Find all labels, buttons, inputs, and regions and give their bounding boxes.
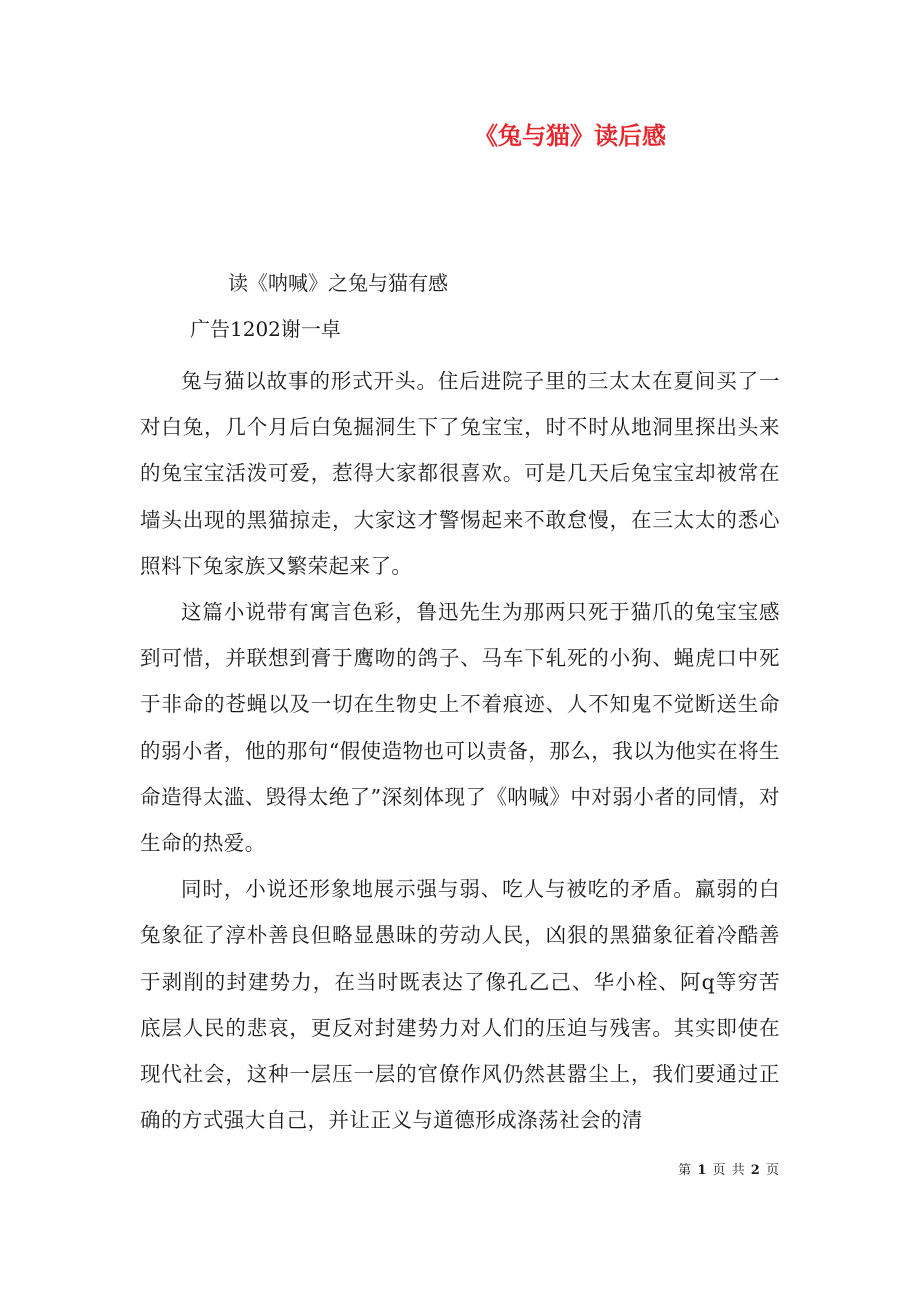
document-title: 《兔与猫》读后感: [474, 121, 666, 150]
total-pages-number: 2: [750, 1163, 761, 1178]
footer-suffix: 页: [765, 1163, 780, 1178]
paragraph-3: 同时，小说还形象地展示强与弱、吃人与被吃的矛盾。羸弱的白兔象征了淳朴善良但略显愚昧的劳动人民，凶狠的黑猫象征着冷酷善于剥削的封建势力，在当时既表达了像孔乙己、华小栓、阿q等穷苦底层人民的悲哀，更反对封建势力对人们的压迫与残害。其实即使在现代社会，这种一层压一层的官僚作风仍然甚嚣尘上，我们要通过正确的方式强大自己，并让正义与道德形成涤荡社会的清: [140, 877, 780, 1133]
author-line: 广告1202谢一卓: [190, 317, 341, 341]
footer-prefix: 第: [678, 1163, 693, 1178]
footer-middle: 页 共: [712, 1163, 746, 1178]
paragraph-1: 兔与猫以故事的形式开头。住后进院子里的三太太在夏间买了一对白兔，几个月后白兔掘洞生下了兔宝宝，时不时从地洞里探出头来的兔宝宝活泼可爱，惹得大家都很喜欢。可是几天后兔宝宝却被常在墙头出现的黑猫掠走，大家这才警惕起来不敢怠慢，在三太太的悉心照料下兔家族又繁荣起来了。: [140, 369, 780, 578]
current-page-number: 1: [697, 1163, 708, 1178]
paragraph-2: 这篇小说带有寓言色彩，鲁迅先生为那两只死于猫爪的兔宝宝感到可惜，并联想到膏于鹰吻的鸽子、马车下轧死的小狗、蝇虎口中死于非命的苍蝇以及一切在生物史上不着痕迹、人不知鬼不觉断送生命的弱小者，他的那句“假使造物也可以责备，那么，我以为他实在将生命造得太滥、毁得太绝了”深刻体现了《呐喊》中对弱小者的同情，对生命的热爱。: [140, 600, 780, 856]
page-footer: [678, 1162, 780, 1180]
document-subtitle: 读《呐喊》之兔与猫有感: [228, 271, 448, 295]
document-body: [140, 358, 780, 1143]
